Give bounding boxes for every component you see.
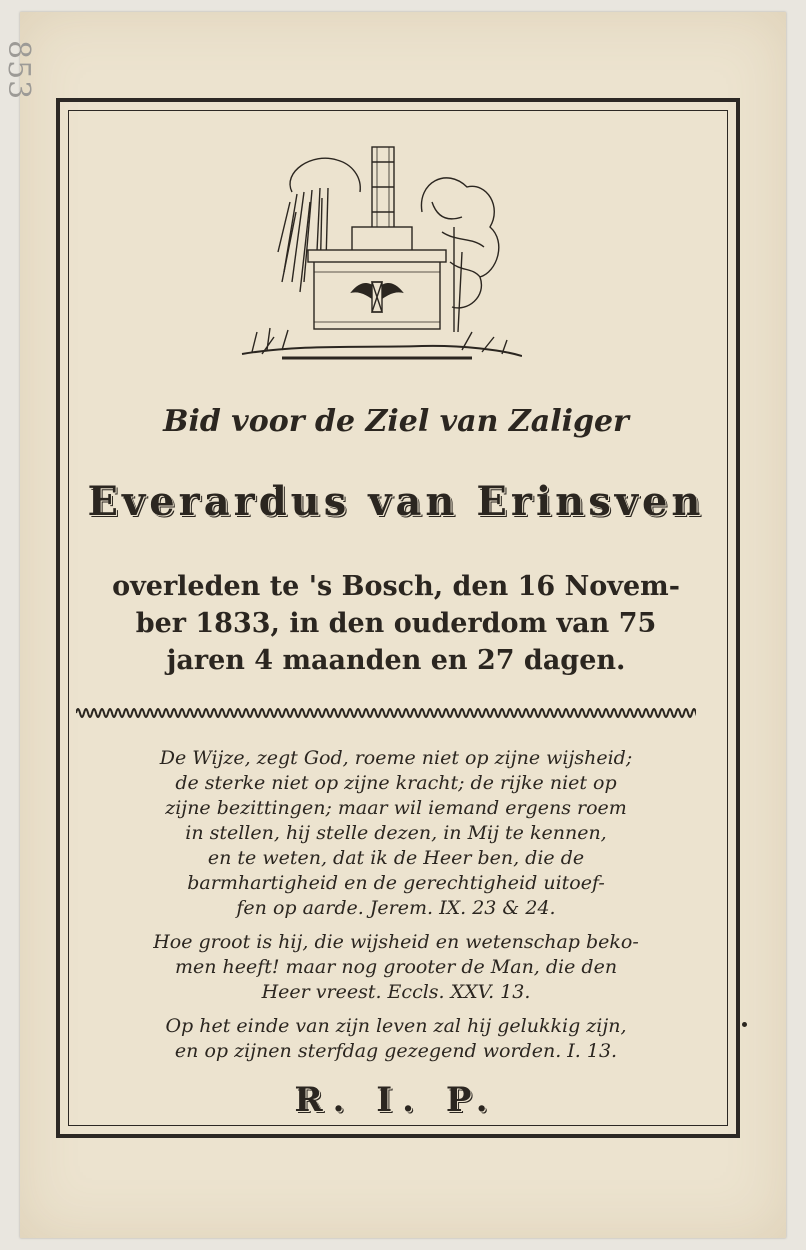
- death-notice: [46, 568, 746, 679]
- verse-line: Hoe groot is hij, die wijsheid en wetenschap beko-: [153, 931, 639, 953]
- verse-line: en te weten, dat ik de Heer ben, die de: [207, 847, 585, 869]
- death-notice-line: ber 1833, in den ouderdom van 75: [135, 608, 657, 639]
- tomb-monument-illustration: [222, 132, 522, 377]
- wavy-divider: [76, 704, 696, 722]
- verse-line: zijne bezittingen; maar wil iemand ergens roem: [165, 797, 627, 819]
- rip-closing: R. I. P.: [294, 1080, 498, 1120]
- ink-speck: [742, 1022, 747, 1027]
- verse-line: fen op aarde. Jerem. IX. 23 & 24.: [236, 897, 556, 919]
- death-notice-line: jaren 4 maanden en 27 dagen.: [166, 645, 626, 676]
- pencil-inventory-mark: 853: [1, 40, 36, 101]
- verse-line: in stellen, hij stelle dezen, in Mij te kennen,: [185, 822, 607, 844]
- verse-line: men heeft! maar nog grooter de Man, die den: [174, 956, 618, 978]
- scripture-verse-ecclesiasticus: [54, 930, 738, 1005]
- verse-line: Op het einde van zijn leven zal hij gelukkig zijn,: [165, 1015, 627, 1037]
- scripture-verse-closing: [54, 1014, 738, 1064]
- scripture-verse-jeremiah: [54, 746, 738, 921]
- verse-line: De Wijze, zegt God, roeme niet op zijne wijsheid;: [159, 747, 633, 769]
- deceased-name: Everardus van Erinsven: [87, 478, 705, 525]
- prayer-heading: Bid voor de Ziel van Zaliger: [163, 404, 629, 439]
- verse-line: barmhartigheid en de gerechtigheid uitoef-: [187, 872, 605, 894]
- verse-line: Heer vreest. Eccls. XXV. 13.: [261, 981, 531, 1003]
- death-notice-line: overleden te 's Bosch, den 16 Novem-: [112, 571, 680, 602]
- verse-line: en op zijnen sterfdag gezegend worden. I. 13.: [174, 1040, 618, 1062]
- verse-line: de sterke niet op zijne kracht; de rijke niet op: [175, 772, 617, 794]
